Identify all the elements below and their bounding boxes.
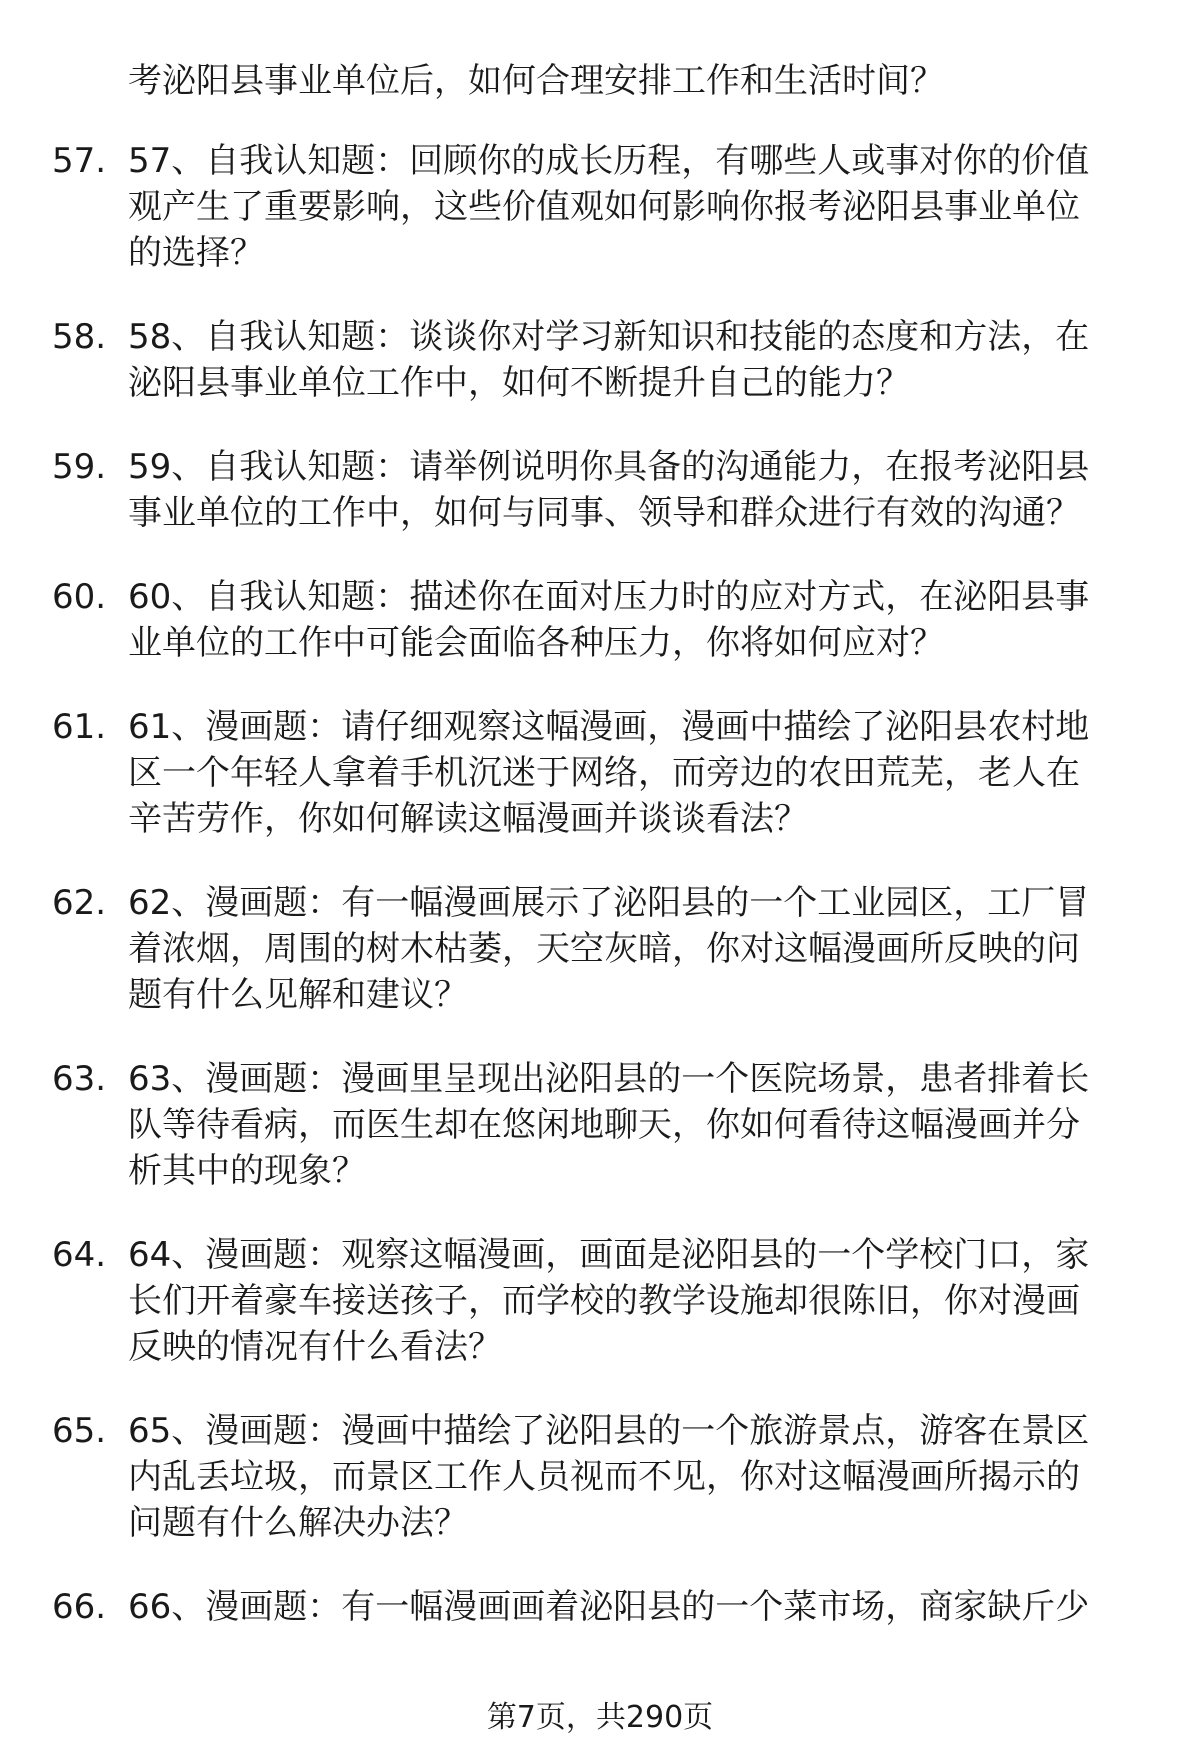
question-number: 63.	[52, 1059, 107, 1099]
question-text-line: 观产生了重要影响，这些价值观如何影响你报考泌阳县事业单位	[128, 187, 1080, 227]
question-text-line: 59、自我认知题：请举例说明你具备的沟通能力，在报考泌阳县	[128, 447, 1090, 487]
question-item	[0, 1584, 1200, 1630]
question-text-line: 长们开着豪车接送孩子，而学校的教学设施却很陈旧，你对漫画	[128, 1281, 1080, 1321]
question-text-line: 内乱丢垃圾，而景区工作人员视而不见，你对这幅漫画所揭示的	[128, 1457, 1080, 1497]
question-text-line: 反映的情况有什么看法？	[128, 1327, 502, 1367]
question-number: 58.	[52, 317, 107, 357]
question-item	[0, 444, 1200, 536]
question-item	[0, 1408, 1200, 1546]
question-text-line: 队等待看病，而医生却在悠闲地聊天，你如何看待这幅漫画并分	[128, 1105, 1080, 1145]
question-text-line: 业单位的工作中可能会面临各种压力，你将如何应对？	[128, 623, 944, 663]
question-text-line: 析其中的现象？	[128, 1151, 366, 1191]
question-text-line: 题有什么见解和建议？	[128, 975, 468, 1015]
continuation-line: 考泌阳县事业单位后，如何合理安排工作和生活时间？	[128, 61, 944, 101]
question-text-line: 问题有什么解决办法？	[128, 1503, 468, 1543]
question-item	[0, 314, 1200, 406]
question-list	[0, 138, 1200, 1668]
question-text-line: 65、漫画题：漫画中描绘了泌阳县的一个旅游景点，游客在景区	[128, 1411, 1090, 1451]
question-text-line: 区一个年轻人拿着手机沉迷于网络，而旁边的农田荒芜，老人在	[128, 753, 1080, 793]
question-text-line: 63、漫画题：漫画里呈现出泌阳县的一个医院场景，患者排着长	[128, 1059, 1090, 1099]
question-number: 66.	[52, 1587, 107, 1627]
question-text-line: 58、自我认知题：谈谈你对学习新知识和技能的态度和方法，在	[128, 317, 1090, 357]
question-number: 57.	[52, 141, 107, 181]
question-text-line: 62、漫画题：有一幅漫画展示了泌阳县的一个工业园区，工厂冒	[128, 883, 1090, 923]
question-text-line: 辛苦劳作，你如何解读这幅漫画并谈谈看法？	[128, 799, 808, 839]
question-text-line: 的选择？	[128, 233, 264, 273]
question-number: 60.	[52, 577, 107, 617]
question-text-line: 57、自我认知题：回顾你的成长历程，有哪些人或事对你的价值	[128, 141, 1090, 181]
question-number: 65.	[52, 1411, 107, 1451]
question-number: 61.	[52, 707, 107, 747]
question-number: 62.	[52, 883, 107, 923]
question-number: 59.	[52, 447, 107, 487]
question-text-line: 事业单位的工作中，如何与同事、领导和群众进行有效的沟通？	[128, 493, 1080, 533]
question-text-line: 61、漫画题：请仔细观察这幅漫画，漫画中描绘了泌阳县农村地	[128, 707, 1090, 747]
question-item	[0, 880, 1200, 1018]
question-item	[0, 574, 1200, 666]
question-text-line: 64、漫画题：观察这幅漫画，画面是泌阳县的一个学校门口，家	[128, 1235, 1090, 1275]
question-item	[0, 704, 1200, 842]
page-footer: 第7页，共290页	[486, 1700, 714, 1735]
question-item	[0, 1056, 1200, 1194]
question-item	[0, 138, 1200, 276]
question-text-line: 60、自我认知题：描述你在面对压力时的应对方式，在泌阳县事	[128, 577, 1090, 617]
question-item	[0, 1232, 1200, 1370]
question-text-line: 着浓烟，周围的树木枯萎，天空灰暗，你对这幅漫画所反映的问	[128, 929, 1080, 969]
question-number: 64.	[52, 1235, 107, 1275]
question-text-line: 泌阳县事业单位工作中，如何不断提升自己的能力？	[128, 363, 910, 403]
question-text-line: 66、漫画题：有一幅漫画画着泌阳县的一个菜市场，商家缺斤少	[128, 1587, 1090, 1627]
